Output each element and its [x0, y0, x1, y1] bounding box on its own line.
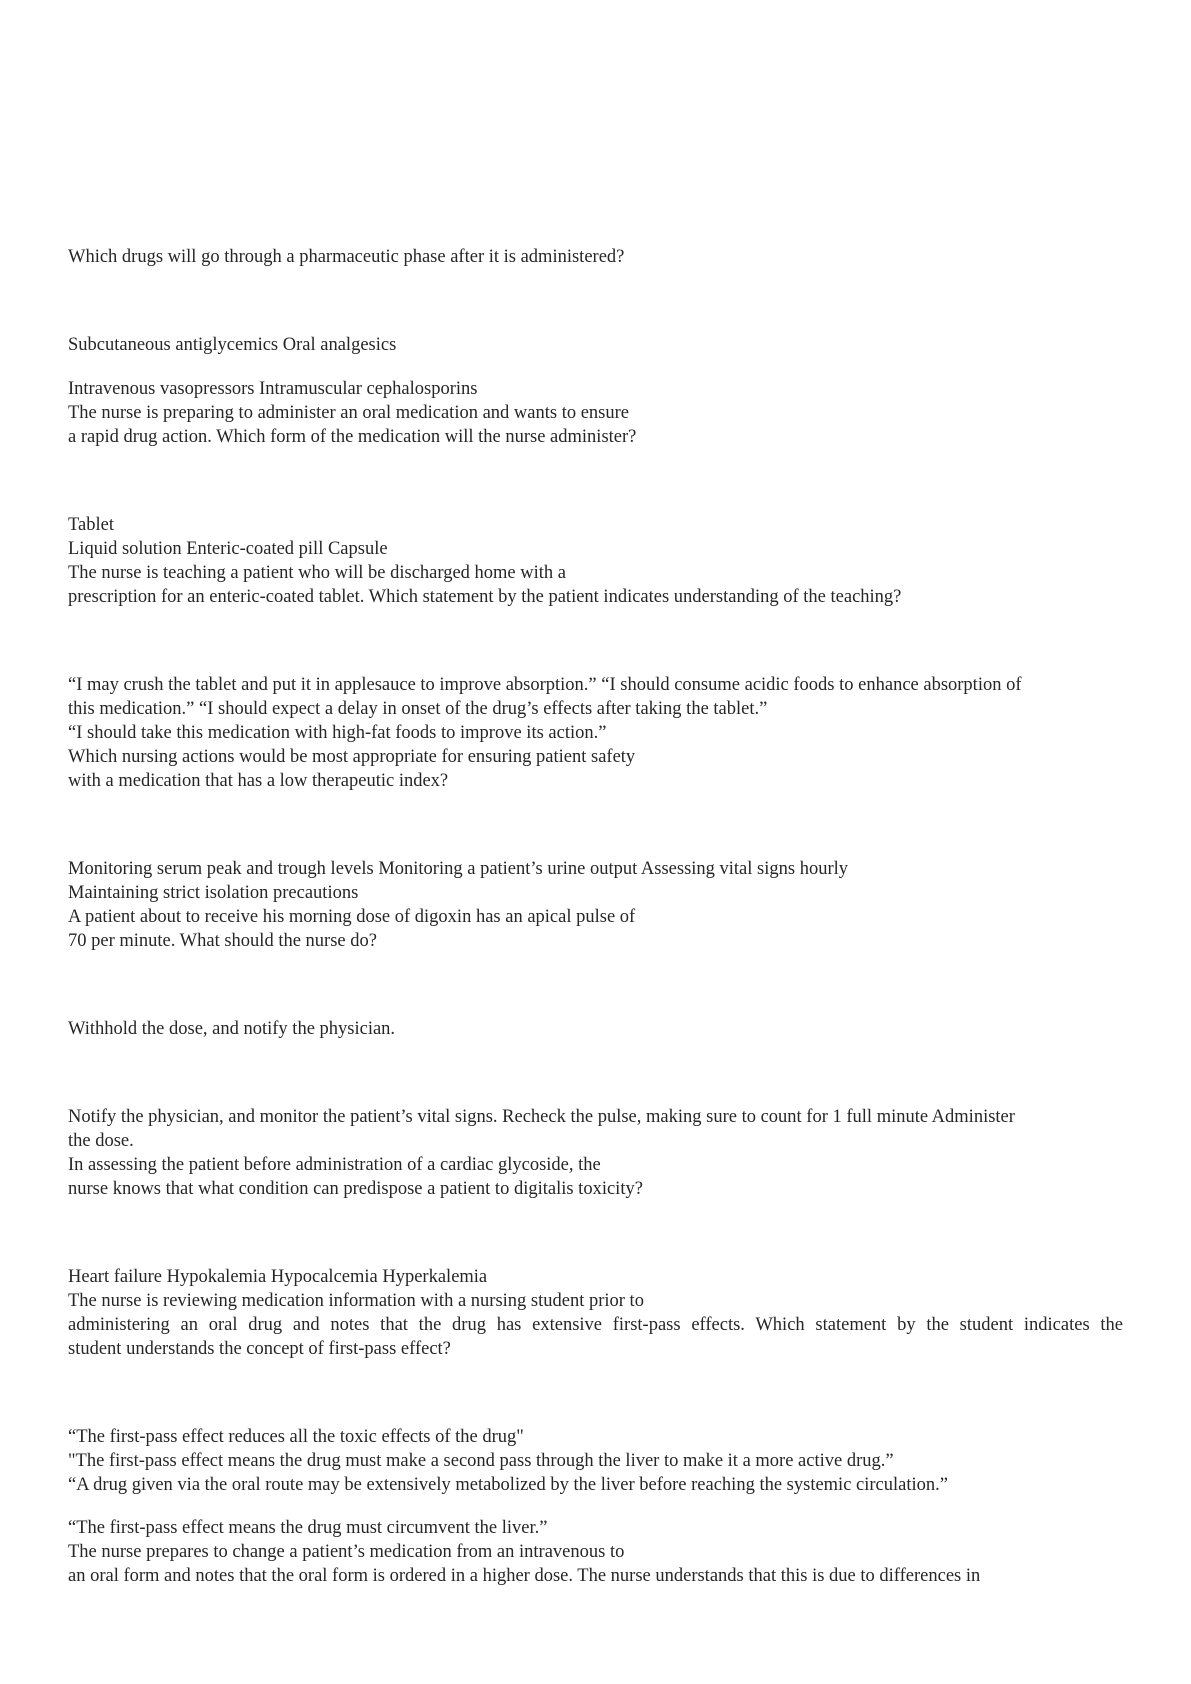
question-therapeutic-index: with a medication that has a low therapeutic index? — [68, 771, 449, 791]
question-first-pass: student understands the concept of first-pass effect? — [68, 1339, 451, 1359]
question-digoxin: 70 per minute. What should the nurse do? — [68, 931, 377, 951]
options-line: this medication.” “I should expect a delay in onset of the drug’s effects after taking the tablet.” — [68, 699, 768, 719]
option-tablet: Tablet — [68, 515, 114, 535]
options-line: Maintaining strict isolation precautions — [68, 883, 359, 903]
options-line: Monitoring serum peak and trough levels Monitoring a patient’s urine output Assessing vital signs hourly — [68, 859, 848, 879]
options-line: Notify the physician, and monitor the patient’s vital signs. Recheck the pulse, making sure to count for 1 full minute Administer — [68, 1107, 1015, 1127]
question-pharmaceutic-phase: Which drugs will go through a pharmaceutic phase after it is administered? — [68, 247, 625, 267]
question-digitalis-toxicity: nurse knows that what condition can predispose a patient to digitalis toxicity? — [68, 1179, 643, 1199]
question-first-pass: administering an oral drug and notes that the drug has extensive first-pass effects. Which statement by the student indicates the — [68, 1315, 1123, 1335]
question-enteric-coated: prescription for an enteric-coated tablet. Which statement by the patient indicates understanding of the teaching? — [68, 587, 902, 607]
options-line: “A drug given via the oral route may be extensively metabolized by the liver before reaching the systemic circulation.” — [68, 1475, 948, 1495]
question-first-pass: The nurse is reviewing medication information with a nursing student prior to — [68, 1291, 644, 1311]
options-line: Subcutaneous antiglycemics Oral analgesics — [68, 335, 397, 355]
question-rapid-action: The nurse is preparing to administer an oral medication and wants to ensure — [68, 403, 629, 423]
question-oral-dose: The nurse prepares to change a patient’s medication from an intravenous to — [68, 1542, 625, 1562]
options-line: “I should take this medication with high-fat foods to improve its action.” — [68, 723, 607, 743]
option-withhold-dose: Withhold the dose, and notify the physician. — [68, 1019, 396, 1039]
question-oral-dose: an oral form and notes that the oral form is ordered in a higher dose. The nurse understands that this is due to differences in — [68, 1566, 981, 1586]
options-line: Liquid solution Enteric-coated pill Capsule — [68, 539, 388, 559]
options-line: Heart failure Hypokalemia Hypocalcemia Hyperkalemia — [68, 1267, 488, 1287]
question-enteric-coated: The nurse is teaching a patient who will be discharged home with a — [68, 563, 566, 583]
options-line: “The first-pass effect reduces all the toxic effects of the drug" — [68, 1427, 524, 1447]
options-line: "The first-pass effect means the drug must make a second pass through the liver to make it a more active drug.” — [68, 1451, 894, 1471]
options-line: Intravenous vasopressors Intramuscular cephalosporins — [68, 379, 478, 399]
options-line: “The first-pass effect means the drug must circumvent the liver.” — [68, 1518, 548, 1538]
question-digitalis-toxicity: In assessing the patient before administration of a cardiac glycoside, the — [68, 1155, 601, 1175]
options-line: the dose. — [68, 1131, 134, 1151]
question-rapid-action: a rapid drug action. Which form of the medication will the nurse administer? — [68, 427, 637, 447]
options-line: “I may crush the tablet and put it in applesauce to improve absorption.” “I should consume acidic foods to enhance absorption of — [68, 675, 1022, 695]
question-digoxin: A patient about to receive his morning dose of digoxin has an apical pulse of — [68, 907, 636, 927]
question-therapeutic-index: Which nursing actions would be most appropriate for ensuring patient safety — [68, 747, 636, 767]
